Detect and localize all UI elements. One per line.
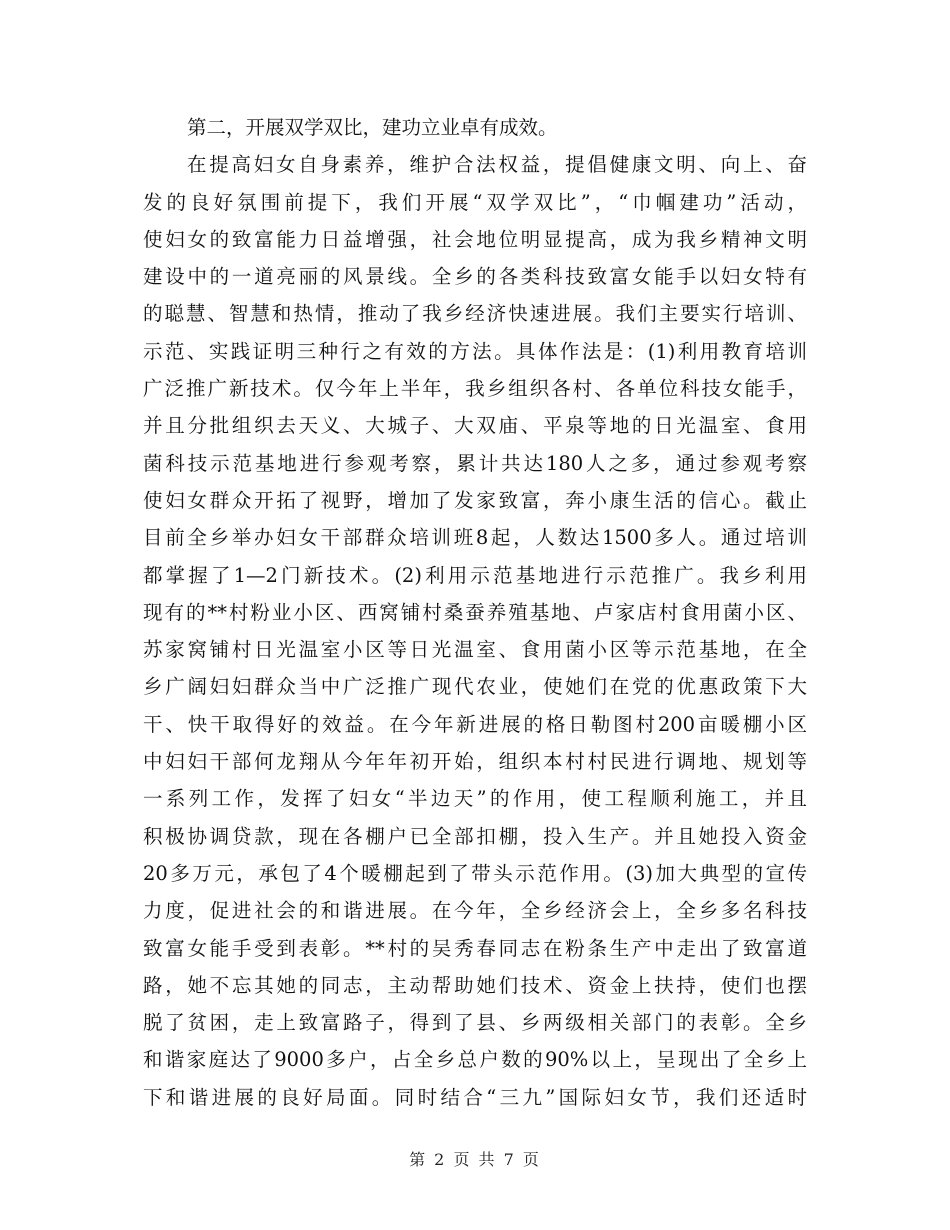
paragraph-line: 一系列工作，发挥了妇女“半边天”的作用，使工程顺利施工，并且 [143,787,807,811]
paragraph-line: 都掌握了1—2门新技术。(2)利用示范基地进行示范推广。我乡利用 [143,563,807,587]
paragraph-line: 脱了贫困，走上致富路子，得到了县、乡两级相关部门的表彰。全乡 [143,1011,807,1035]
paragraph-line: 积极协调贷款，现在各棚户已全部扣棚，投入生产。并且她投入资金 [143,824,807,848]
paragraph-line: 的聪慧、智慧和热情，推动了我乡经济快速进展。我们主要实行培训、 [143,302,807,326]
paragraph-line: 现有的**村粉业小区、西窝铺村桑蚕养殖基地、卢家店村食用菌小区、 [143,600,807,624]
paragraph-line: 20多万元，承包了4个暖棚起到了带头示范作用。(3)加大典型的宣传 [143,861,807,885]
paragraph-line: 苏家窝铺村日光温室小区等日光温室、食用菌小区等示范基地，在全 [143,638,807,662]
paragraph-line: 菌科技示范基地进行参观考察，累计共达180人之多，通过参观考察 [143,451,807,475]
paragraph-line: 干、快干取得好的效益。在今年新进展的格日勒图村200亩暖棚小区 [143,712,807,736]
paragraph-line: 示范、实践证明三种行之有效的方法。具体作法是：(1)利用教育培训 [143,339,807,363]
paragraph-line: 中妇妇干部何龙翔从今年年初开始，组织本村村民进行调地、规划等 [143,750,807,774]
paragraph-line: 使妇女的致富能力日益增强，社会地位明显提高，成为我乡精神文明 [143,227,807,251]
paragraph-line: 路，她不忘其她的同志，主动帮助她们技术、资金上扶持，使们也摆 [143,973,807,997]
paragraph-line: 在提高妇女自身素养，维护合法权益，提倡健康文明、向上、奋 [187,153,807,177]
paragraph-line: 和谐家庭达了9000多户，占全乡总户数的90%以上，呈现出了全乡上 [143,1048,807,1072]
paragraph-line: 使妇女群众开拓了视野，增加了发家致富，奔小康生活的信心。截止 [143,488,807,512]
section-heading: 第二，开展双学双比，建功立业卓有成效。 [187,116,558,139]
paragraph-line: 建设中的一道亮丽的风景线。全乡的各类科技致富女能手以妇女特有 [143,265,807,289]
body-text [143,109,807,1116]
paragraph-line: 下和谐进展的良好局面。同时结合“三九”国际妇女节，我们还适时 [143,1085,807,1109]
paragraph-line: 目前全乡举办妇女干部群众培训班8起，人数达1500多人。通过培训 [143,526,807,550]
paragraph-line: 乡广阔妇妇群众当中广泛推广现代农业，使她们在党的优惠政策下大 [143,675,807,699]
paragraph-line: 力度，促进社会的和谐进展。在今年，全乡经济会上，全乡多名科技 [143,899,807,923]
paragraph-line: 致富女能手受到表彰。**村的吴秀春同志在粉条生产中走出了致富道 [143,936,807,960]
paragraph-line: 发的良好氛围前提下，我们开展“双学双比”，“巾帼建功”活动， [143,190,807,214]
paragraph-line: 并且分批组织去天义、大城子、大双庙、平泉等地的日光温室、食用 [143,414,807,438]
page-number: 第 2 页 共 7 页 [409,1150,541,1169]
paragraph-line: 广泛推广新技术。仅今年上半年，我乡组织各村、各单位科技女能手， [143,377,807,401]
